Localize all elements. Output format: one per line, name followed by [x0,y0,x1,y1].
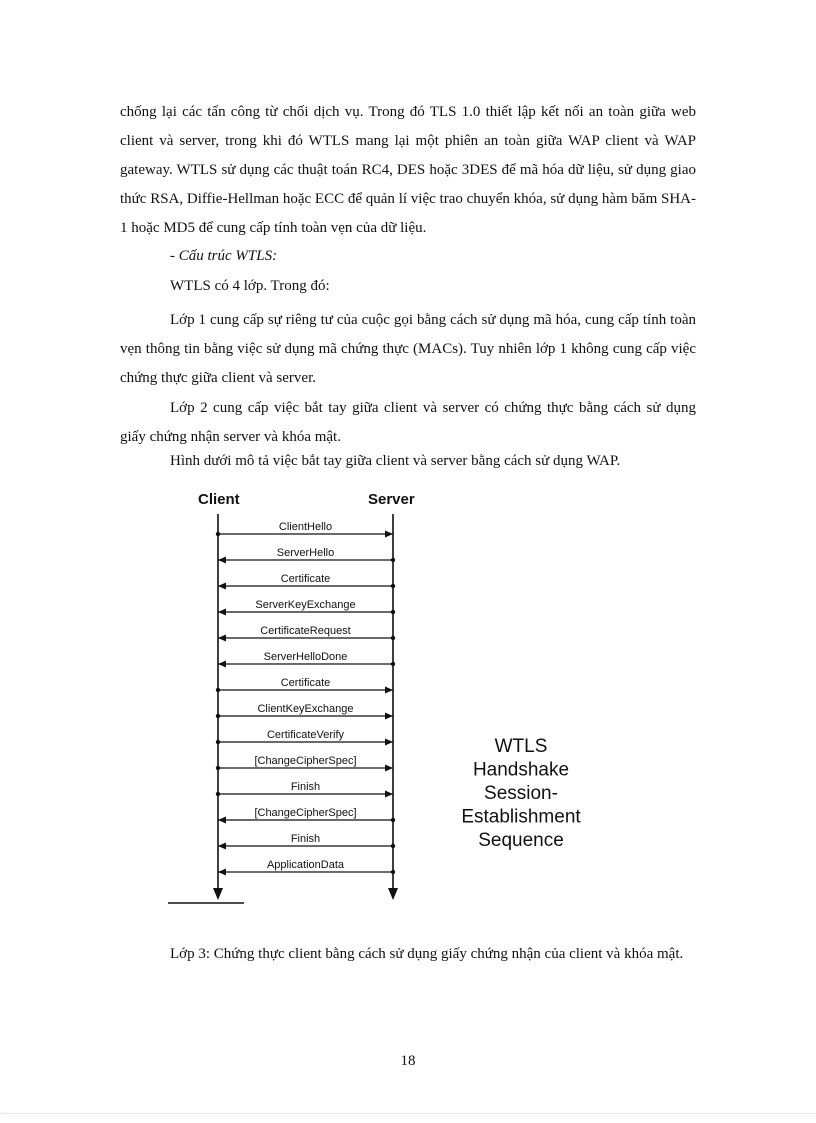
message-arrow [218,807,395,824]
message-label: ServerHelloDone [263,651,348,663]
arrowhead [218,817,226,824]
message-arrow [218,833,395,850]
message-label: CertificateRequest [260,625,351,637]
origin-dot [391,870,395,874]
diagram-title-line: Establishment [461,806,581,828]
message-arrow [218,547,395,564]
message-arrow [216,521,393,538]
footer-rule [0,1113,816,1114]
arrowhead [218,869,226,876]
paragraph-figure-caption: Hình dưới mô tả việc bắt tay giữa client và server bằng cách sử dụng WAP. [170,453,621,469]
section-heading: - Cấu trúc WTLS: [170,248,278,264]
arrowhead [385,765,393,772]
message-arrow [216,703,393,720]
message-arrow [218,599,395,616]
page-number: 18 [400,1053,416,1069]
diagram-title-line: Session- [484,783,558,804]
origin-dot [391,610,395,614]
paragraph-layer-3: Lớp 3: Chứng thực client bằng cách sử dụng giấy chứng nhận của client và khóa mật. [170,946,684,962]
diagram-title-line: Sequence [478,830,564,851]
client-label: Client [198,491,240,508]
message-label: ApplicationData [266,859,345,871]
arrowhead [385,531,393,538]
message-arrow [218,573,395,590]
diagram-title-line: WTLS [494,736,548,757]
arrowhead [385,739,393,746]
origin-dot [216,766,220,770]
message-arrow [216,729,393,746]
message-label: ClientHello [278,521,333,533]
message-arrow [216,781,393,798]
paragraph-layer-2: Lớp 2 cung cấp việc bắt tay giữa client và server có chứng thực bằng cách sử dụng giấy chứng nhận server và khóa mật. [120,400,696,445]
paragraph-intro: chống lại các tấn công từ chối dịch vụ. Trong đó TLS 1.0 thiết lập kết nối an toàn giữa web client và server, trong khi đó WTLS mang lại một phiên an toàn giữa WAP client và WAP gateway. WTLS sử dụng các thuật toán RC4, DES hoặc 3DES để mã hóa dữ liệu, sử dụng giao thức RSA, Diffie-Hellman hoặc ECC để quản lí việc trao chuyển khóa, sử dụng hàm băm SHA-1 hoặc MD5 để cung cấp tính toàn vẹn của dữ liệu. [120,104,696,236]
message-label: ServerKeyExchange [255,599,356,611]
origin-dot [216,740,220,744]
paragraph-layer-1: Lớp 1 cung cấp sự riêng tư của cuộc gọi bằng cách sử dụng mã hóa, cung cấp tính toàn vẹn thông tin bằng việc sử dụng mã chứng thực (MACs). Tuy nhiên lớp 1 không cung cấp việc chứng thực giữa client và server. [120,312,696,386]
message-list [216,521,395,876]
origin-dot [216,688,220,692]
message-label: Finish [290,833,321,845]
message-label: CertificateVerify [266,729,345,741]
origin-dot [391,818,395,822]
origin-dot [391,662,395,666]
client-lifeline-arrowhead [213,888,223,900]
message-label: [ChangeCipherSpec] [254,807,357,819]
origin-dot [391,584,395,588]
message-label: ClientKeyExchange [257,703,354,715]
arrowhead [218,843,226,850]
arrowhead [218,635,226,642]
message-arrow [218,859,395,876]
message-label: [ChangeCipherSpec] [254,755,357,767]
server-lifeline-arrowhead [388,888,398,900]
origin-dot [391,844,395,848]
message-label: Certificate [280,677,331,689]
message-label: Finish [290,781,321,793]
message-arrow [216,755,393,772]
paragraph-layers: WTLS có 4 lớp. Trong đó: [170,278,330,294]
origin-dot [391,558,395,562]
arrowhead [218,609,226,616]
message-label: Certificate [280,573,331,585]
message-arrow [218,651,395,668]
server-label: Server [368,491,415,508]
message-arrow [218,625,395,642]
wtls-handshake-diagram [160,482,620,912]
arrowhead [218,661,226,668]
arrowhead [385,791,393,798]
message-label: ServerHello [276,547,335,559]
message-arrow [216,677,393,694]
diagram-title-line: Handshake [472,759,570,781]
diagram-title [461,736,581,851]
origin-dot [216,532,220,536]
origin-dot [391,636,395,640]
arrowhead [385,687,393,694]
arrowhead [385,713,393,720]
arrowhead [218,583,226,590]
arrowhead [218,557,226,564]
origin-dot [216,792,220,796]
origin-dot [216,714,220,718]
